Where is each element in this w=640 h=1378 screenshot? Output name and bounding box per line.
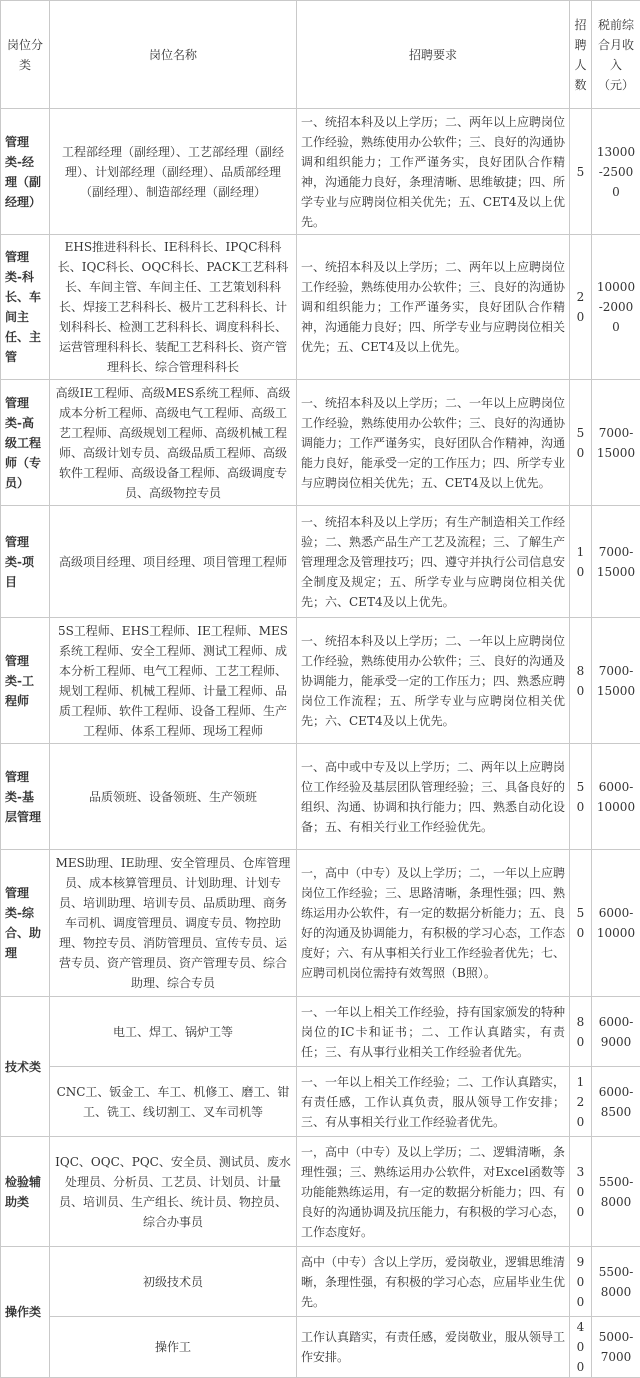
salary-cell: 7000-15000 <box>592 506 640 618</box>
headcount-cell: 900 <box>570 1247 592 1317</box>
salary-cell: 6000-10000 <box>592 744 640 850</box>
category-cell: 管理类-工程师 <box>1 618 50 744</box>
requirement-cell: 一、一年以上相关工作经验；二、工作认真踏实，有责任感，工作认真负责，服从领导工作安排；三、有从事相关行业工作经验者优先。 <box>297 1067 570 1137</box>
table-header-row <box>1 1 640 109</box>
headcount-cell: 10 <box>570 506 592 618</box>
position-name-cell: 电工、焊工、锅炉工等 <box>50 997 297 1067</box>
salary-cell: 10000-20000 <box>592 235 640 380</box>
table-row <box>1 1137 640 1247</box>
category-cell: 管理类-经理（副经理） <box>1 109 50 235</box>
table-row <box>1 506 640 618</box>
headcount-cell: 300 <box>570 1137 592 1247</box>
salary-cell: 5500-8000 <box>592 1137 640 1247</box>
salary-cell: 6000-10000 <box>592 850 640 997</box>
category-cell: 操作类 <box>1 1247 50 1378</box>
headcount-cell: 80 <box>570 618 592 744</box>
position-name-cell: MES助理、IE助理、安全管理员、仓库管理员、成本核算管理员、计划助理、计划专员、培训助理、培训专员、品质助理、商务车司机、调度管理员、调度专员、物控助理、物控专员、消防管理员、宣传专员、运营专员、资产管理员、资产管理专员、综合助理、综合专员 <box>50 850 297 997</box>
salary-cell: 7000-15000 <box>592 380 640 506</box>
position-name-cell: IQC、OQC、PQC、安全员、测试员、废水处理员、分析员、工艺员、计划员、计量员、培训员、生产组长、统计员、物控员、综合办事员 <box>50 1137 297 1247</box>
requirement-cell: 一、统招本科及以上学历；二、一年以上应聘岗位工作经验，熟练使用办公软件；三、良好的沟通协调能力；工作严谨务实，良好团队合作精神，沟通能力良好，能承受一定的工作压力；四、所学专业与应聘岗位相关优先；五、CET4及以上优先。 <box>297 380 570 506</box>
headcount-cell: 80 <box>570 997 592 1067</box>
headcount-cell: 50 <box>570 744 592 850</box>
salary-cell: 7000-15000 <box>592 618 640 744</box>
table-row <box>1 380 640 506</box>
position-name-cell: 高级项目经理、项目经理、项目管理工程师 <box>50 506 297 618</box>
requirement-cell: 一、统招本科及以上学历；二、两年以上应聘岗位工作经验，熟练使用办公软件；三、良好的沟通协调和组织能力；工作严谨务实，良好团队合作精神，沟通能力良好，条理清晰、思维敏捷；四、所学专业与应聘岗位相关优先；五、CET4及以上优先。 <box>297 109 570 235</box>
position-name-cell: 初级技术员 <box>50 1247 297 1317</box>
category-cell: 管理类-高级工程师（专员） <box>1 380 50 506</box>
requirement-cell: 一、统招本科及以上学历；二、一年以上应聘岗位工作经验，熟练使用办公软件；三、良好的沟通及协调能力，能承受一定的工作压力；四、熟悉应聘岗位工作流程；五、所学专业与应聘岗位相关优先；六、CET4及以上优先。 <box>297 618 570 744</box>
category-cell: 管理类-基层管理 <box>1 744 50 850</box>
headcount-cell: 5 <box>570 109 592 235</box>
position-name-cell: 操作工 <box>50 1317 297 1378</box>
category-cell: 管理类-项目 <box>1 506 50 618</box>
header-requirements: 招聘要求 <box>297 1 570 109</box>
requirement-cell: 工作认真踏实，有责任感，爱岗敬业，服从领导工作安排。 <box>297 1317 570 1378</box>
salary-cell: 5000-7000 <box>592 1317 640 1378</box>
requirement-cell: 一、高中或中专及以上学历；二、两年以上应聘岗位工作经验及基层团队管理经验；三、具备良好的组织、沟通、协调和执行能力；四、熟悉自动化设备；五、有相关行业工作经验优先。 <box>297 744 570 850</box>
category-cell: 管理类-科长、车间主任、主管 <box>1 235 50 380</box>
headcount-cell: 20 <box>570 235 592 380</box>
category-cell: 管理类-综合、助理 <box>1 850 50 997</box>
requirement-cell: 一，高中（中专）及以上学历；二，一年以上应聘岗位工作经验；三、思路清晰，条理性强；四、熟练运用办公软件，有一定的数据分析能力；五、良好的沟通及协调能力，有积极的学习心态，工作态度好；六、有从事相关行业工作经验者优先；七、应聘司机岗位需持有效驾照（B照）。 <box>297 850 570 997</box>
header-category: 岗位分类 <box>1 1 50 109</box>
headcount-cell: 50 <box>570 380 592 506</box>
requirement-cell: 高中（中专）含以上学历，爱岗敬业，逻辑思维清晰，条理性强，有积极的学习心态，应届毕业生优先。 <box>297 1247 570 1317</box>
salary-cell: 6000-9000 <box>592 997 640 1067</box>
salary-cell: 6000-8500 <box>592 1067 640 1137</box>
table-row <box>1 744 640 850</box>
category-cell: 检验辅助类 <box>1 1137 50 1247</box>
headcount-cell: 400 <box>570 1317 592 1378</box>
position-name-cell: EHS推进科科长、IE科科长、IPQC科科长、IQC科长、OQC科长、PACK工艺科科长、车间主管、车间主任、工艺策划科科长、焊接工艺科科长、极片工艺科科长、计划科科长、检测工艺科科长、调度科科长、运营管理科科长、装配工艺科科长、资产管理科长、综合管理科科长 <box>50 235 297 380</box>
requirement-cell: 一、一年以上相关工作经验，持有国家颁发的特种岗位的IC卡和证书；二、工作认真踏实，有责任；三、有从事行业相关工作经验者优先。 <box>297 997 570 1067</box>
salary-cell: 5500-8000 <box>592 1247 640 1317</box>
table-row <box>1 1317 640 1378</box>
table-row <box>1 850 640 997</box>
header-position-name: 岗位名称 <box>50 1 297 109</box>
position-name-cell: CNC工、钣金工、车工、机修工、磨工、钳工、铣工、线切割工、叉车司机等 <box>50 1067 297 1137</box>
position-name-cell: 5S工程师、EHS工程师、IE工程师、MES系统工程师、安全工程师、测试工程师、成本分析工程师、电气工程师、工艺工程师、规划工程师、机械工程师、计量工程师、品质工程师、软件工程师、设备工程师、生产工程师、体系工程师、现场工程师 <box>50 618 297 744</box>
requirement-cell: 一，高中（中专）及以上学历；二、逻辑清晰，条理性强；三、熟练运用办公软件，对Excel函数等功能能熟练运用，有一定的数据分析能力；四、有良好的沟通协调及抗压能力，有积极的学习心态，工作态度好。 <box>297 1137 570 1247</box>
headcount-cell: 120 <box>570 1067 592 1137</box>
requirement-cell: 一、统招本科及以上学历；有生产制造相关工作经验；二、熟悉产品生产工艺及流程；三、了解生产管理理念及管理技巧；四、遵守并执行公司信息安全制度及规定；五、所学专业与应聘岗位相关优先；六、CET4及以上优先。 <box>297 506 570 618</box>
table-row <box>1 618 640 744</box>
table-row <box>1 997 640 1067</box>
table-row <box>1 1247 640 1317</box>
table-row <box>1 235 640 380</box>
table-row <box>1 1067 640 1137</box>
category-cell: 技术类 <box>1 997 50 1137</box>
requirement-cell: 一、统招本科及以上学历；二、两年以上应聘岗位工作经验，熟练使用办公软件；三、良好的沟通协调和组织能力；工作严谨务实，良好团队合作精神，沟通能力良好；四、所学专业与应聘岗位相关优先；五、CET4及以上优先。 <box>297 235 570 380</box>
table-row <box>1 109 640 235</box>
position-name-cell: 高级IE工程师、高级MES系统工程师、高级成本分析工程师、高级电气工程师、高级工艺工程师、高级规划工程师、高级机械工程师、高级计划专员、高级品质工程师、高级软件工程师、高级设备工程师、高级调度专员、高级物控专员 <box>50 380 297 506</box>
headcount-cell: 50 <box>570 850 592 997</box>
salary-cell: 13000-25000 <box>592 109 640 235</box>
header-salary: 税前综合月收入（元） <box>592 1 640 109</box>
position-name-cell: 工程部经理（副经理）、工艺部经理（副经理）、计划部经理（副经理）、品质部经理（副经理）、制造部经理（副经理） <box>50 109 297 235</box>
header-headcount: 招聘人数 <box>570 1 592 109</box>
position-name-cell: 品质领班、设备领班、生产领班 <box>50 744 297 850</box>
